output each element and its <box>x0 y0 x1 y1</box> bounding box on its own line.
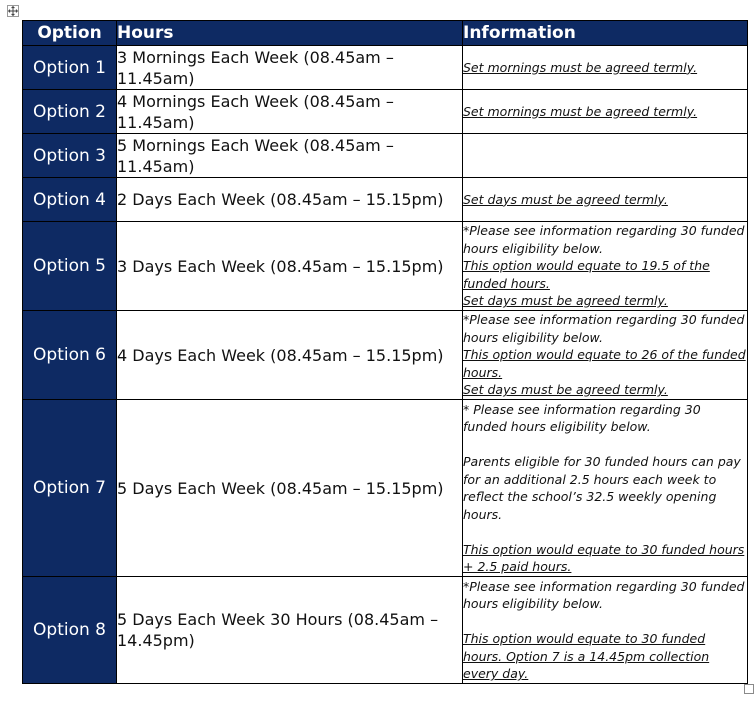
option-label: Option 4 <box>23 178 117 222</box>
info-eligibility-note: *Please see information regarding 30 funded hours eligibility below. <box>463 312 745 345</box>
table-row <box>23 178 748 222</box>
option-label: Option 7 <box>23 400 117 577</box>
header-option: Option <box>23 21 117 46</box>
information-cell <box>463 400 748 577</box>
info-funded-note: This option would equate to 19.5 of the funded hours. <box>463 258 710 291</box>
hours-cell: 3 Days Each Week (08.45am – 15.15pm) <box>117 222 463 311</box>
table-row <box>23 90 748 134</box>
info-funded-note: This option would equate to 30 funded hours. Option 7 is a 14.45pm collection every day. <box>463 631 710 681</box>
option-label: Option 1 <box>23 46 117 90</box>
info-termly-note: Set days must be agreed termly. <box>463 382 668 398</box>
hours-cell: 4 Mornings Each Week (08.45am – 11.45am) <box>117 90 463 134</box>
option-label: Option 8 <box>23 577 117 684</box>
table-row <box>23 134 748 178</box>
table-row <box>23 577 748 684</box>
info-funded-note: This option would equate to 26 of the funded hours. <box>463 347 746 380</box>
information-cell <box>463 134 748 178</box>
table-resize-handle[interactable] <box>744 684 754 694</box>
hours-cell: 3 Mornings Each Week (08.45am – 11.45am) <box>117 46 463 90</box>
option-label: Option 3 <box>23 134 117 178</box>
table-row <box>23 311 748 400</box>
info-eligibility-note: *Please see information regarding 30 funded hours eligibility below. <box>463 578 745 611</box>
info-note: Set mornings must be agreed termly. <box>463 59 698 75</box>
header-row <box>23 21 748 46</box>
hours-cell: 5 Days Each Week (08.45am – 15.15pm) <box>117 400 463 577</box>
information-cell <box>463 178 748 222</box>
info-spacer <box>463 436 747 454</box>
header-information: Information <box>463 21 748 46</box>
table-move-handle-icon[interactable] <box>7 5 19 17</box>
info-spacer <box>463 613 747 631</box>
option-label: Option 2 <box>23 90 117 134</box>
option-label: Option 5 <box>23 222 117 311</box>
info-spacer <box>463 523 747 541</box>
information-cell <box>463 46 748 90</box>
header-hours: Hours <box>117 21 463 46</box>
info-eligibility-note: *Please see information regarding 30 funded hours eligibility below. <box>463 223 745 256</box>
table-row <box>23 222 748 311</box>
options-table <box>22 20 748 684</box>
info-note: Set mornings must be agreed termly. <box>463 103 698 119</box>
info-funded-note: This option would equate to 30 funded hours + 2.5 paid hours. <box>463 541 745 574</box>
info-paid-hours-note: Parents eligible for 30 funded hours can pay for an additional 2.5 hours each week to reflect the school’s 32.5 weekly opening hours. <box>463 454 741 522</box>
hours-cell: 4 Days Each Week (08.45am – 15.15pm) <box>117 311 463 400</box>
information-cell <box>463 90 748 134</box>
table-row <box>23 46 748 90</box>
information-cell <box>463 577 748 684</box>
info-eligibility-note: * Please see information regarding 30 funded hours eligibility below. <box>463 401 701 434</box>
hours-cell: 5 Mornings Each Week (08.45am – 11.45am) <box>117 134 463 178</box>
hours-cell: 2 Days Each Week (08.45am – 15.15pm) <box>117 178 463 222</box>
info-note: Set days must be agreed termly. <box>463 191 668 207</box>
option-label: Option 6 <box>23 311 117 400</box>
info-termly-note: Set days must be agreed termly. <box>463 293 668 309</box>
table-row <box>23 400 748 577</box>
hours-cell: 5 Days Each Week 30 Hours (08.45am – 14.45pm) <box>117 577 463 684</box>
information-cell <box>463 311 748 400</box>
information-cell <box>463 222 748 311</box>
